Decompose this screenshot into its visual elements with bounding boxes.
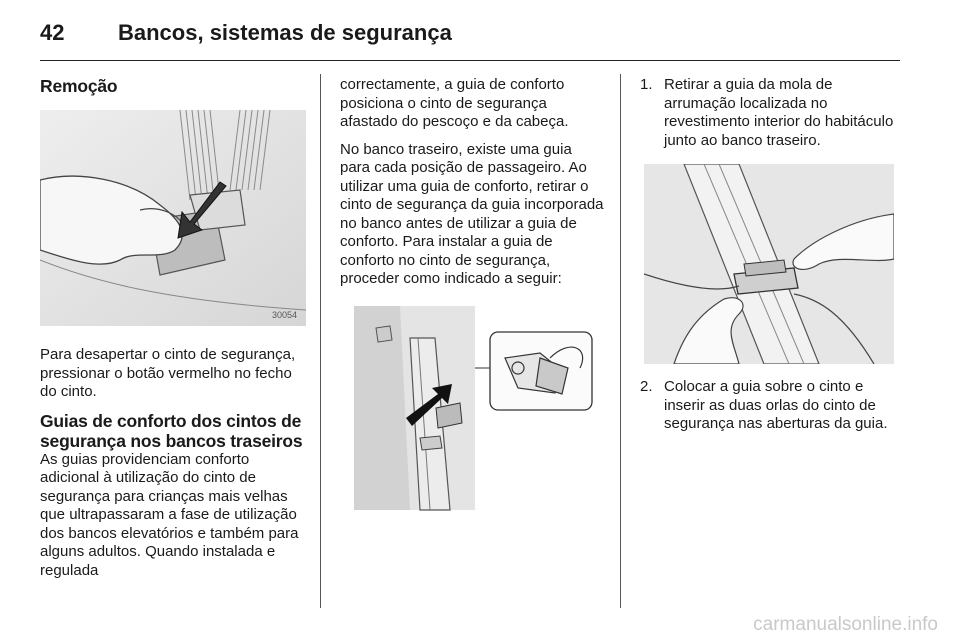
paragraph-comfort-guides-intro: As guias providenciam conforto adicional à utilização do cinto de segurança para crianças mais velhas que ultrapassaram a fase de utilização dos bancos elevatórios e também para alguns adultos. Quando instalada e regulada xyxy=(40,450,299,579)
steps-list-continued xyxy=(640,378,902,434)
buckle-release-illustration xyxy=(40,110,306,326)
paragraph-guide-install: No banco traseiro, existe uma guia para cada posição de passageiro. Ao utilizar uma guia de conforto, retirar o cinto de segurança da guia incorporada no banco antes de utilizar a guia de conforto. Para instalar a guia de conforto no cinto de segurança, proceder como indicado a seguir: xyxy=(340,140,604,287)
column-3 xyxy=(640,76,902,434)
header-rule xyxy=(40,60,900,61)
list-item xyxy=(640,378,902,434)
list-item xyxy=(640,76,902,150)
paragraph-release-instruction: Para desapertar o cinto de segurança, pressionar o botão vermelho no fecho do cinto. xyxy=(40,346,296,400)
figure-buckle-release xyxy=(40,110,306,326)
column-2 xyxy=(340,76,604,518)
step-text: Retirar a guia da mola de arrumação localizada no revestimento interior do habitáculo junto ao banco traseiro. xyxy=(664,76,894,149)
figure-guide-on-belt xyxy=(644,164,894,364)
steps-list xyxy=(640,76,902,150)
paragraph-guide-position: correctamente, a guia de conforto posiciona o cinto de segurança afastado do pescoço e da cabeça. xyxy=(340,76,569,130)
column-divider-1 xyxy=(320,74,321,608)
step-number: 2. xyxy=(640,378,653,395)
section-title-comfort-guides: Guias de conforto dos cintos de segurança nos bancos traseiros xyxy=(40,410,303,451)
guide-on-belt-illustration xyxy=(644,164,894,364)
column-divider-2 xyxy=(620,74,621,608)
page-header xyxy=(40,18,900,58)
page-number: 42 xyxy=(40,20,65,45)
figure-guide-storage xyxy=(340,298,604,518)
figure-code: 30054 xyxy=(272,310,298,320)
step-text: Colocar a guia sobre o cinto e inserir as duas orlas do cinto de segurança nas aberturas da guia. xyxy=(664,378,888,432)
page-title: Bancos, sistemas de segurança xyxy=(118,20,452,45)
section-title-removal: Remoção xyxy=(40,76,118,96)
step-number: 1. xyxy=(640,76,653,93)
footer-watermark: carmanualsonline.info xyxy=(753,614,938,635)
column-1 xyxy=(40,76,306,580)
guide-storage-illustration xyxy=(340,298,604,518)
